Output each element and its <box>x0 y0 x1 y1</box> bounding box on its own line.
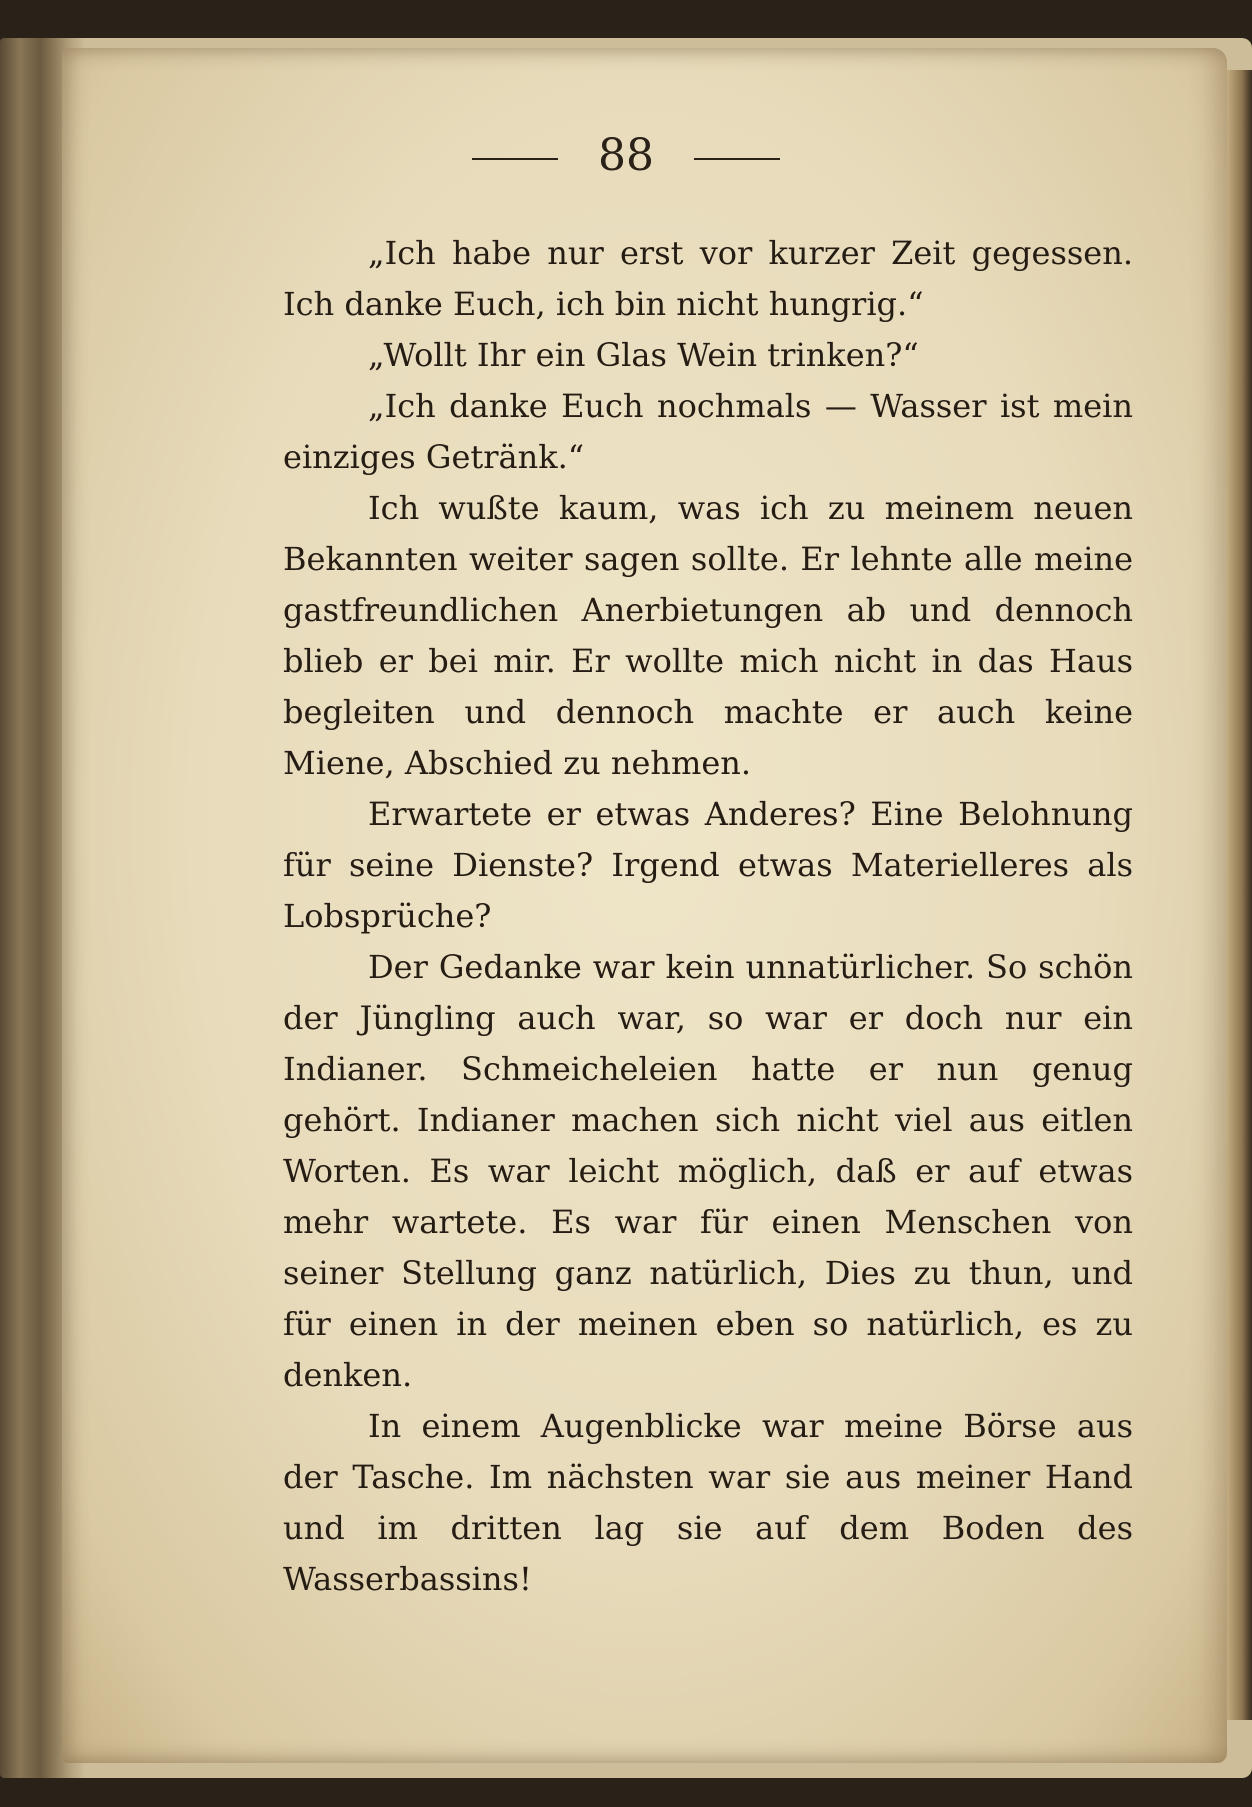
paragraph-7: In einem Augenblicke war meine Börse aus der Tasche. Im nächsten war sie aus meiner Hand und im dritten lag sie auf dem Boden des Wasserbassins! <box>283 1407 1133 1598</box>
paragraph-6: Der Gedanke war kein unnatürlicher. So schön der Jüngling auch war, so war er doch nur ein Indianer. Schmeicheleien hatte er nun genug gehört. Indianer machen sich nicht viel aus eitlen Worten. Es war leicht möglich, daß er auf etwas mehr wartete. Es war für einen Menschen von seiner Stellung ganz natürlich, Dies zu thun, und für einen in der meinen eben so natürlich, es zu denken. <box>283 948 1133 1394</box>
page-gutter-shadow <box>1227 70 1252 1720</box>
paragraph-1: „Ich habe nur erst vor kurzer Zeit gegessen. Ich danke Euch, ich bin nicht hungrig.“ <box>283 234 1133 323</box>
paragraph-3: „Ich danke Euch nochmals — Wasser ist mein einziges Getränk.“ <box>283 387 1133 476</box>
body-text <box>283 228 1133 1605</box>
page-number: 88 <box>598 130 654 181</box>
page-number-right-rule <box>694 158 780 160</box>
paragraph-5: Erwartete er etwas Anderes? Eine Belohnung für seine Dienste? Irgend etwas Materielleres als Lobsprüche? <box>283 795 1133 935</box>
page-number-header <box>0 130 1252 181</box>
page-number-left-rule <box>472 158 558 160</box>
paragraph-4: Ich wußte kaum, was ich zu meinem neuen Bekannten weiter sagen sollte. Er lehnte alle meine gastfreundlichen Anerbietungen ab und dennoch blieb er bei mir. Er wollte mich nicht in das Haus begleiten und dennoch machte er auch keine Miene, Abschied zu nehmen. <box>283 489 1133 782</box>
paragraph-2: „Wollt Ihr ein Glas Wein trinken?“ <box>368 336 919 374</box>
